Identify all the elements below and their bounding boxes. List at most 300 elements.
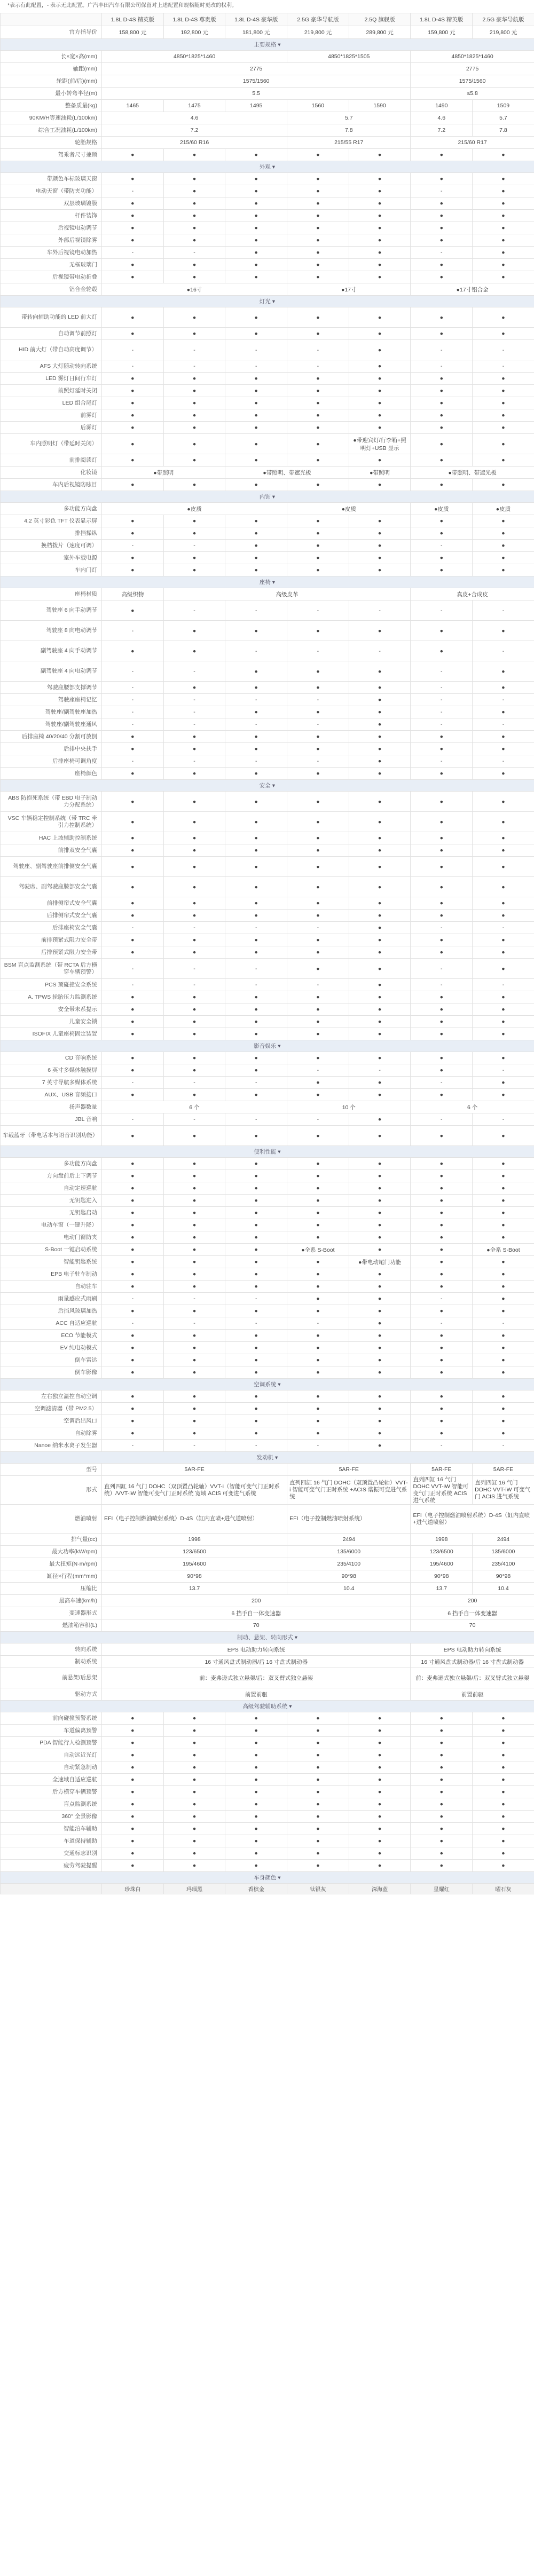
spec-value: - — [102, 755, 164, 768]
spec-value: 1560 — [287, 100, 349, 112]
feature-dot: ● — [349, 1860, 411, 1872]
feature-dot: ● — [102, 1354, 164, 1366]
spec-label: 整备质量(kg) — [1, 100, 102, 112]
feature-dot: ● — [411, 1737, 473, 1749]
spec-value: - — [163, 1440, 225, 1452]
feature-dot: ● — [349, 1390, 411, 1403]
section-title[interactable]: 座椅 ▾ — [1, 576, 534, 588]
spec-value: - — [225, 718, 287, 731]
spec-value: - — [102, 682, 164, 694]
feature-dot: ● — [349, 197, 411, 210]
feature-dot: ● — [163, 1737, 225, 1749]
spec-value: - — [102, 718, 164, 731]
section-header[interactable] — [1, 39, 534, 51]
feature-dot: ● — [287, 1231, 349, 1244]
feature-dot: ● — [473, 197, 534, 210]
section-header[interactable] — [1, 491, 534, 503]
spec-value: 5.7 — [473, 112, 534, 124]
feature-dot: ● — [411, 454, 473, 467]
feature-dot: ● — [163, 1158, 225, 1170]
section-header[interactable] — [1, 1632, 534, 1643]
feature-dot: ● — [349, 149, 411, 161]
spec-label: 缸径×行程(mm*mm) — [1, 1570, 102, 1583]
spec-value: ●皮质 — [473, 503, 534, 515]
feature-dot: ● — [411, 1725, 473, 1737]
feature-dot: ● — [225, 1366, 287, 1379]
feature-dot: ● — [287, 1823, 349, 1835]
spec-label: 后排预紧式限力安全带 — [1, 946, 102, 959]
feature-dot: ● — [349, 1330, 411, 1342]
feature-dot: ● — [287, 564, 349, 576]
feature-dot: ● — [349, 328, 411, 340]
spec-label: 4.2 英寸彩色 TFT 仪表显示屏 — [1, 515, 102, 527]
feature-dot: ● — [287, 422, 349, 434]
feature-dot: ● — [411, 844, 473, 857]
section-header[interactable] — [1, 1701, 534, 1712]
feature-dot: ● — [287, 1415, 349, 1427]
spec-label: ECO 节能模式 — [1, 1330, 102, 1342]
feature-dot: ● — [349, 340, 411, 360]
spec-value: ●皮质 — [287, 503, 411, 515]
feature-dot: ● — [411, 743, 473, 755]
feature-dot: ● — [225, 621, 287, 641]
spec-value: - — [163, 360, 225, 373]
spec-value: - — [287, 1113, 349, 1126]
feature-dot: ● — [287, 1170, 349, 1182]
spec-value: - — [225, 600, 287, 621]
feature-dot: ● — [411, 1860, 473, 1872]
spec-row — [1, 661, 534, 682]
feature-dot: ● — [225, 934, 287, 946]
feature-dot: ● — [349, 1366, 411, 1379]
spec-row — [1, 1052, 534, 1064]
color-section-title[interactable]: 车身颜色 ▾ — [1, 1872, 534, 1884]
feature-dot: ● — [287, 373, 349, 385]
section-header[interactable] — [1, 576, 534, 588]
section-header[interactable] — [1, 1146, 534, 1158]
feature-dot: ● — [349, 844, 411, 857]
spec-label: AUX、USB 音频接口 — [1, 1089, 102, 1101]
feature-dot: ● — [349, 1170, 411, 1182]
spec-row — [1, 877, 534, 897]
spec-row — [1, 1440, 534, 1452]
section-header[interactable] — [1, 1452, 534, 1464]
feature-dot: ● — [287, 1281, 349, 1293]
spec-value: - — [411, 718, 473, 731]
feature-dot: ● — [163, 768, 225, 780]
price-cell: 289,800 元 — [349, 26, 411, 39]
model-column-header: 1.8L D-4S 豪华版 — [225, 13, 287, 26]
spec-row — [1, 588, 534, 600]
feature-dot: ● — [349, 1415, 411, 1427]
feature-dot: ● — [102, 1798, 164, 1811]
price-cell: 181,800 元 — [225, 26, 287, 39]
spec-value: ●16寸 — [102, 283, 287, 296]
spec-label: 多功能方向盘 — [1, 503, 102, 515]
spec-row — [1, 1595, 534, 1607]
spec-value: 10.4 — [287, 1583, 411, 1595]
color-option: 星耀红 — [411, 1884, 473, 1894]
spec-label: 交通标志识别 — [1, 1847, 102, 1860]
spec-label: 座椅材质 — [1, 588, 102, 600]
feature-dot: ● — [411, 479, 473, 491]
feature-dot: ● — [102, 259, 164, 271]
feature-dot: ● — [473, 1016, 534, 1028]
feature-dot: ● — [287, 877, 349, 897]
spec-value: - — [225, 1077, 287, 1089]
feature-dot: ● — [163, 564, 225, 576]
feature-dot: ● — [102, 1847, 164, 1860]
feature-dot: ● — [473, 385, 534, 397]
spec-value: 123/6500 — [102, 1546, 287, 1558]
spec-value: 2494 — [473, 1534, 534, 1546]
feature-dot: ● — [163, 857, 225, 877]
feature-dot: ● — [102, 1415, 164, 1427]
spec-value: - — [411, 185, 473, 197]
feature-dot: ● — [411, 1786, 473, 1798]
feature-dot: ● — [287, 259, 349, 271]
feature-dot: ● — [349, 552, 411, 564]
spec-label: 7 英寸导航多媒体系统 — [1, 1077, 102, 1089]
spec-value: - — [473, 600, 534, 621]
spec-row — [1, 1464, 534, 1476]
spec-row — [1, 1281, 534, 1293]
spec-row — [1, 1823, 534, 1835]
feature-dot: ● — [287, 1207, 349, 1219]
feature-dot: ● — [473, 682, 534, 694]
section-title[interactable]: 高级驾驶辅助系统 ▾ — [1, 1701, 534, 1712]
feature-dot: ● — [411, 1712, 473, 1725]
spec-value: ●17寸铝合金 — [411, 283, 534, 296]
feature-dot: ● — [225, 792, 287, 812]
spec-value: 直列四缸 16 气门 DOHC VVT-iW 智能可变气门正时系统 ACIS 进气系统 — [411, 1476, 473, 1505]
spec-row — [1, 1268, 534, 1281]
feature-dot: ● — [287, 409, 349, 422]
spec-row — [1, 1761, 534, 1774]
feature-dot: ● — [225, 844, 287, 857]
feature-dot: ● — [473, 454, 534, 467]
section-title[interactable]: 发动机 ▾ — [1, 1452, 534, 1464]
feature-dot: ● — [163, 552, 225, 564]
spec-label: 空调后出风口 — [1, 1415, 102, 1427]
feature-dot: ● — [163, 897, 225, 910]
spec-value: - — [411, 1077, 473, 1089]
feature-dot: ● — [163, 1330, 225, 1342]
feature-dot: ● — [411, 271, 473, 283]
feature-dot: ● — [411, 1774, 473, 1786]
spec-row — [1, 959, 534, 979]
feature-dot: ● — [473, 1170, 534, 1182]
feature-dot: ● — [102, 1305, 164, 1317]
spec-row — [1, 1415, 534, 1427]
feature-dot: ● — [102, 1366, 164, 1379]
spec-row — [1, 1330, 534, 1342]
feature-dot: ● — [287, 247, 349, 259]
spec-row — [1, 1534, 534, 1546]
feature-dot: ● — [473, 934, 534, 946]
spec-value: - — [102, 340, 164, 360]
spec-row — [1, 1342, 534, 1354]
spec-value: - — [287, 922, 349, 934]
feature-dot: ● — [225, 1811, 287, 1823]
feature-dot: ● — [102, 271, 164, 283]
spec-row — [1, 75, 534, 88]
feature-dot: ● — [102, 1712, 164, 1725]
feature-dot: ● — [102, 197, 164, 210]
section-header[interactable] — [1, 1040, 534, 1052]
feature-dot: ● — [163, 434, 225, 454]
feature-dot: ● — [225, 1390, 287, 1403]
feature-dot: ● — [163, 409, 225, 422]
spec-row — [1, 1798, 534, 1811]
feature-dot: ● — [225, 397, 287, 409]
section-title[interactable]: 外观 ▾ — [1, 161, 534, 173]
feature-dot: ● — [225, 910, 287, 922]
spec-row — [1, 946, 534, 959]
feature-dot: ● — [349, 812, 411, 832]
spec-label: 车道偏离预警 — [1, 1725, 102, 1737]
feature-dot: ● — [225, 1195, 287, 1207]
spec-label: 车外后视镜电动加热 — [1, 247, 102, 259]
feature-dot: ● — [411, 812, 473, 832]
feature-dot: ● — [225, 991, 287, 1003]
feature-dot: ● — [225, 1003, 287, 1016]
feature-dot: ● — [411, 328, 473, 340]
spec-value: 5AR-FE — [411, 1464, 473, 1476]
feature-dot: ● — [473, 621, 534, 641]
feature-dot: ● — [102, 877, 164, 897]
section-title[interactable]: 主要规格 ▾ — [1, 39, 534, 51]
feature-dot: ● — [225, 1725, 287, 1737]
feature-dot: ● — [349, 564, 411, 576]
section-header[interactable] — [1, 161, 534, 173]
feature-dot: ● — [225, 210, 287, 222]
spec-label: Nanoe 纳米水离子发生器 — [1, 1440, 102, 1452]
feature-dot: ● — [349, 1749, 411, 1761]
spec-value: - — [473, 979, 534, 991]
spec-label: EV 纯电动模式 — [1, 1342, 102, 1354]
feature-dot: ● — [287, 812, 349, 832]
spec-value: - — [102, 1077, 164, 1089]
feature-dot: ● — [163, 1354, 225, 1366]
section-header[interactable] — [1, 780, 534, 792]
spec-row — [1, 1476, 534, 1505]
feature-dot: ● — [102, 743, 164, 755]
feature-dot: ● — [102, 1281, 164, 1293]
feature-dot: ● — [225, 527, 287, 540]
feature-dot: ● — [411, 1158, 473, 1170]
feature-dot: ● — [287, 731, 349, 743]
spec-value: - — [163, 540, 225, 552]
feature-dot: ● — [473, 1089, 534, 1101]
section-title[interactable]: 内饰 ▾ — [1, 491, 534, 503]
spec-value: - — [225, 959, 287, 979]
spec-row — [1, 1256, 534, 1268]
feature-dot: ● — [163, 271, 225, 283]
spec-label: 后排座椅 40/20/40 分割可放倒 — [1, 731, 102, 743]
color-section-header[interactable] — [1, 1872, 534, 1884]
spec-value: - — [287, 1440, 349, 1452]
section-title[interactable]: 影音娱乐 ▾ — [1, 1040, 534, 1052]
feature-dot: ● — [163, 197, 225, 210]
feature-dot: ● — [163, 1305, 225, 1317]
spec-row — [1, 137, 534, 149]
feature-dot: ● — [287, 1761, 349, 1774]
feature-dot: ● — [102, 1003, 164, 1016]
spec-row — [1, 527, 534, 540]
feature-dot: ● — [411, 1281, 473, 1293]
spec-label: 副驾驶座 4 向电动调节 — [1, 661, 102, 682]
feature-dot: ● — [349, 1712, 411, 1725]
spec-label: 轮胎规格 — [1, 137, 102, 149]
spec-value: 前置前驱 — [102, 1688, 411, 1701]
feature-dot: ● — [225, 1774, 287, 1786]
feature-dot: ● — [225, 197, 287, 210]
feature-dot: ● — [287, 271, 349, 283]
feature-dot: ● — [225, 768, 287, 780]
spec-value: ●17寸 — [287, 283, 411, 296]
feature-dot: ● — [225, 1786, 287, 1798]
feature-dot: ● — [411, 1231, 473, 1244]
spec-row — [1, 112, 534, 124]
spec-row — [1, 409, 534, 422]
feature-dot: ● — [225, 540, 287, 552]
feature-dot: ● — [102, 1761, 164, 1774]
feature-dot: ● — [163, 173, 225, 185]
feature-dot: ● — [163, 1016, 225, 1028]
feature-dot: ● — [473, 1293, 534, 1305]
feature-dot: ● — [102, 1835, 164, 1847]
feature-dot: ● — [163, 454, 225, 467]
section-header[interactable] — [1, 296, 534, 307]
spec-label: 驾驶座座椅记忆 — [1, 694, 102, 706]
spec-row — [1, 222, 534, 234]
feature-dot: ● — [102, 1231, 164, 1244]
feature-dot: ● — [473, 1390, 534, 1403]
feature-dot: ● — [102, 1811, 164, 1823]
feature-dot: ● — [287, 479, 349, 491]
spec-value: 1590 — [349, 100, 411, 112]
spec-value: - — [225, 979, 287, 991]
spec-value: - — [163, 600, 225, 621]
spec-value: - — [473, 755, 534, 768]
spec-row — [1, 1786, 534, 1798]
spec-value: - — [163, 661, 225, 682]
feature-dot: ● — [287, 1847, 349, 1860]
feature-dot: ● — [411, 434, 473, 454]
section-header[interactable] — [1, 1379, 534, 1390]
feature-dot: ● — [411, 1207, 473, 1219]
feature-dot: ● — [349, 307, 411, 328]
section-title[interactable]: 便利性能 ▾ — [1, 1146, 534, 1158]
feature-dot: ● — [163, 1281, 225, 1293]
spec-label: 前排预紧式限力安全带 — [1, 934, 102, 946]
feature-dot: ● — [102, 991, 164, 1003]
spec-label: 全速域自适应巡航 — [1, 1774, 102, 1786]
spec-value: - — [102, 185, 164, 197]
spec-label: 车内后视镜防眩目 — [1, 479, 102, 491]
spec-value: - — [349, 641, 411, 661]
feature-dot: ● — [287, 991, 349, 1003]
spec-label: VSC 车辆稳定控制系统（带 TRC 牵引力控制系统） — [1, 812, 102, 832]
feature-dot: ● — [473, 527, 534, 540]
feature-dot: ● — [287, 1354, 349, 1366]
spec-value: 90*98 — [411, 1570, 473, 1583]
feature-dot: ● — [225, 832, 287, 844]
spec-row — [1, 1725, 534, 1737]
feature-dot: ● — [287, 1182, 349, 1195]
spec-label: 长×宽×高(mm) — [1, 51, 102, 63]
feature-dot: ● — [473, 1207, 534, 1219]
spec-value: 7.2 — [411, 124, 473, 137]
spec-row — [1, 1688, 534, 1701]
spec-value: 90*98 — [287, 1570, 411, 1583]
spec-row — [1, 1403, 534, 1415]
feature-dot: ● — [287, 1712, 349, 1725]
spec-label: 带转向辅助功能的 LED 前大灯 — [1, 307, 102, 328]
feature-dot: ● — [473, 552, 534, 564]
feature-dot: ● — [473, 877, 534, 897]
spec-row — [1, 1317, 534, 1330]
feature-dot: ● — [163, 991, 225, 1003]
feature-dot: ● — [225, 946, 287, 959]
feature-dot: ● — [411, 515, 473, 527]
spec-value: 直列四缸 16 气门 DOHC VVT-iW 可变气门 ACIS 进气系统 — [473, 1476, 534, 1505]
feature-dot: ● — [473, 222, 534, 234]
section-title[interactable]: 制动、悬架、转向形式 ▾ — [1, 1632, 534, 1643]
feature-dot: ● — [102, 409, 164, 422]
spec-row — [1, 422, 534, 434]
feature-dot: ● — [473, 1126, 534, 1146]
feature-dot: ● — [349, 1195, 411, 1207]
spec-value: 235/4100 — [287, 1558, 411, 1570]
spec-value: 90*98 — [102, 1570, 287, 1583]
feature-dot: ● — [225, 307, 287, 328]
feature-dot: ● — [349, 479, 411, 491]
spec-row — [1, 1656, 534, 1668]
feature-dot: ● — [473, 1195, 534, 1207]
spec-label: 自动驻车 — [1, 1281, 102, 1293]
feature-dot: ● — [411, 1052, 473, 1064]
section-title[interactable]: 安全 ▾ — [1, 780, 534, 792]
footer-corner — [1, 1884, 102, 1894]
feature-dot: ● — [225, 1835, 287, 1847]
feature-dot: ● — [473, 397, 534, 409]
spec-value: - — [411, 340, 473, 360]
spec-label: 轮距(前/后)(mm) — [1, 75, 102, 88]
section-title[interactable]: 空调系统 ▾ — [1, 1379, 534, 1390]
section-title[interactable]: 灯光 ▾ — [1, 296, 534, 307]
feature-dot: ● — [287, 1749, 349, 1761]
feature-dot: ● — [102, 234, 164, 247]
spec-label: 前排阅读灯 — [1, 454, 102, 467]
spec-value: 1575/1560 — [102, 75, 411, 88]
spec-value: - — [102, 1440, 164, 1452]
feature-dot: ● — [411, 234, 473, 247]
spec-label: 无钥匙进入 — [1, 1195, 102, 1207]
feature-dot: ● — [225, 1330, 287, 1342]
feature-dot: ● — [473, 1749, 534, 1761]
feature-dot: ● — [287, 946, 349, 959]
feature-dot: ● — [473, 1330, 534, 1342]
feature-dot: ● — [287, 682, 349, 694]
feature-dot: ● — [225, 877, 287, 897]
feature-dot: ● — [102, 1427, 164, 1440]
spec-value: - — [411, 706, 473, 718]
feature-dot: ● — [349, 1113, 411, 1126]
spec-label: 驾驶座/副驾驶座加热 — [1, 706, 102, 718]
spec-value: - — [163, 1317, 225, 1330]
